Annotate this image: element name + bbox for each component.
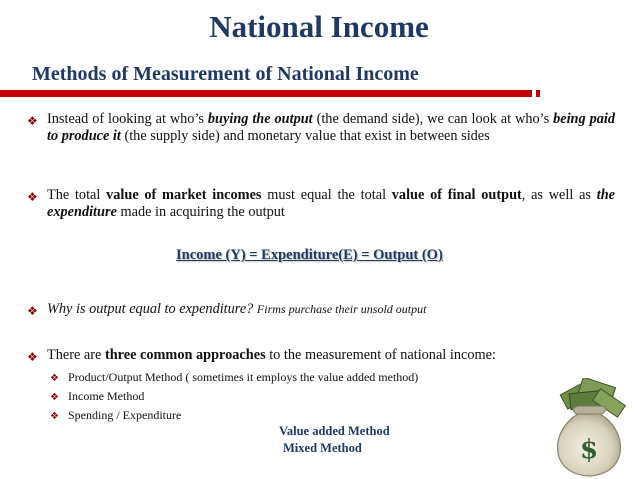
diamond-cluster-icon: ❖ xyxy=(27,304,38,318)
diamond-cluster-icon: ❖ xyxy=(27,190,38,204)
diamond-cluster-icon: ❖ xyxy=(50,392,59,403)
question-text: Why is output equal to expenditure? xyxy=(47,301,257,317)
text-run: The total xyxy=(47,187,107,203)
diamond-cluster-icon: ❖ xyxy=(50,373,59,384)
answer-text: Firms purchase their unsold output xyxy=(256,302,427,316)
text-run: There are xyxy=(47,347,105,363)
emphasis-text: the expenditure xyxy=(47,187,615,220)
slide-subtitle: Methods of Measurement of National Income xyxy=(32,63,419,85)
title-divider xyxy=(0,90,532,97)
text-run: Instead of looking at who’s xyxy=(47,111,208,127)
extra-method-mixed: Mixed Method xyxy=(283,441,362,455)
slide-title: National Income xyxy=(209,9,429,44)
approach-item: Product/Output Method ( sometimes it employs the value added method) xyxy=(68,370,419,384)
emphasis-text: being paid to produce it xyxy=(47,111,615,144)
national-income-identity: Income (Y) = Expenditure(E) = Output (O) xyxy=(176,247,443,263)
text-run: (the demand side), we can look at who’s xyxy=(312,111,554,127)
emphasis-text: value of market incomes xyxy=(106,187,262,203)
bullet-paragraph-1 xyxy=(47,111,615,145)
text-run: (the supply side) and monetary value that exist in between sides xyxy=(120,128,490,144)
approach-item: Income Method xyxy=(68,389,145,403)
text-run: made in acquiring the output xyxy=(116,204,285,220)
emphasis-text: value of final output xyxy=(391,187,522,203)
question-line xyxy=(47,301,426,318)
diamond-cluster-icon: ❖ xyxy=(27,350,38,364)
text-run: to the measurement of national income: xyxy=(265,347,496,363)
title-divider-cap xyxy=(536,90,540,97)
emphasis-text: buying the output xyxy=(207,111,313,127)
diamond-cluster-icon: ❖ xyxy=(50,411,59,422)
bullet-paragraph-2 xyxy=(47,187,615,221)
approach-item: Spending / Expenditure xyxy=(68,408,182,422)
diamond-cluster-icon: ❖ xyxy=(27,114,38,128)
emphasis-text: three common approaches xyxy=(104,347,266,363)
text-run: must equal the total xyxy=(261,187,392,203)
bullet-paragraph-4 xyxy=(47,347,615,364)
svg-text:$: $ xyxy=(579,435,599,465)
money-bag-icon xyxy=(540,378,638,479)
text-run: , as well as xyxy=(521,187,597,203)
extra-method-value-added: Value added Method xyxy=(279,424,390,438)
